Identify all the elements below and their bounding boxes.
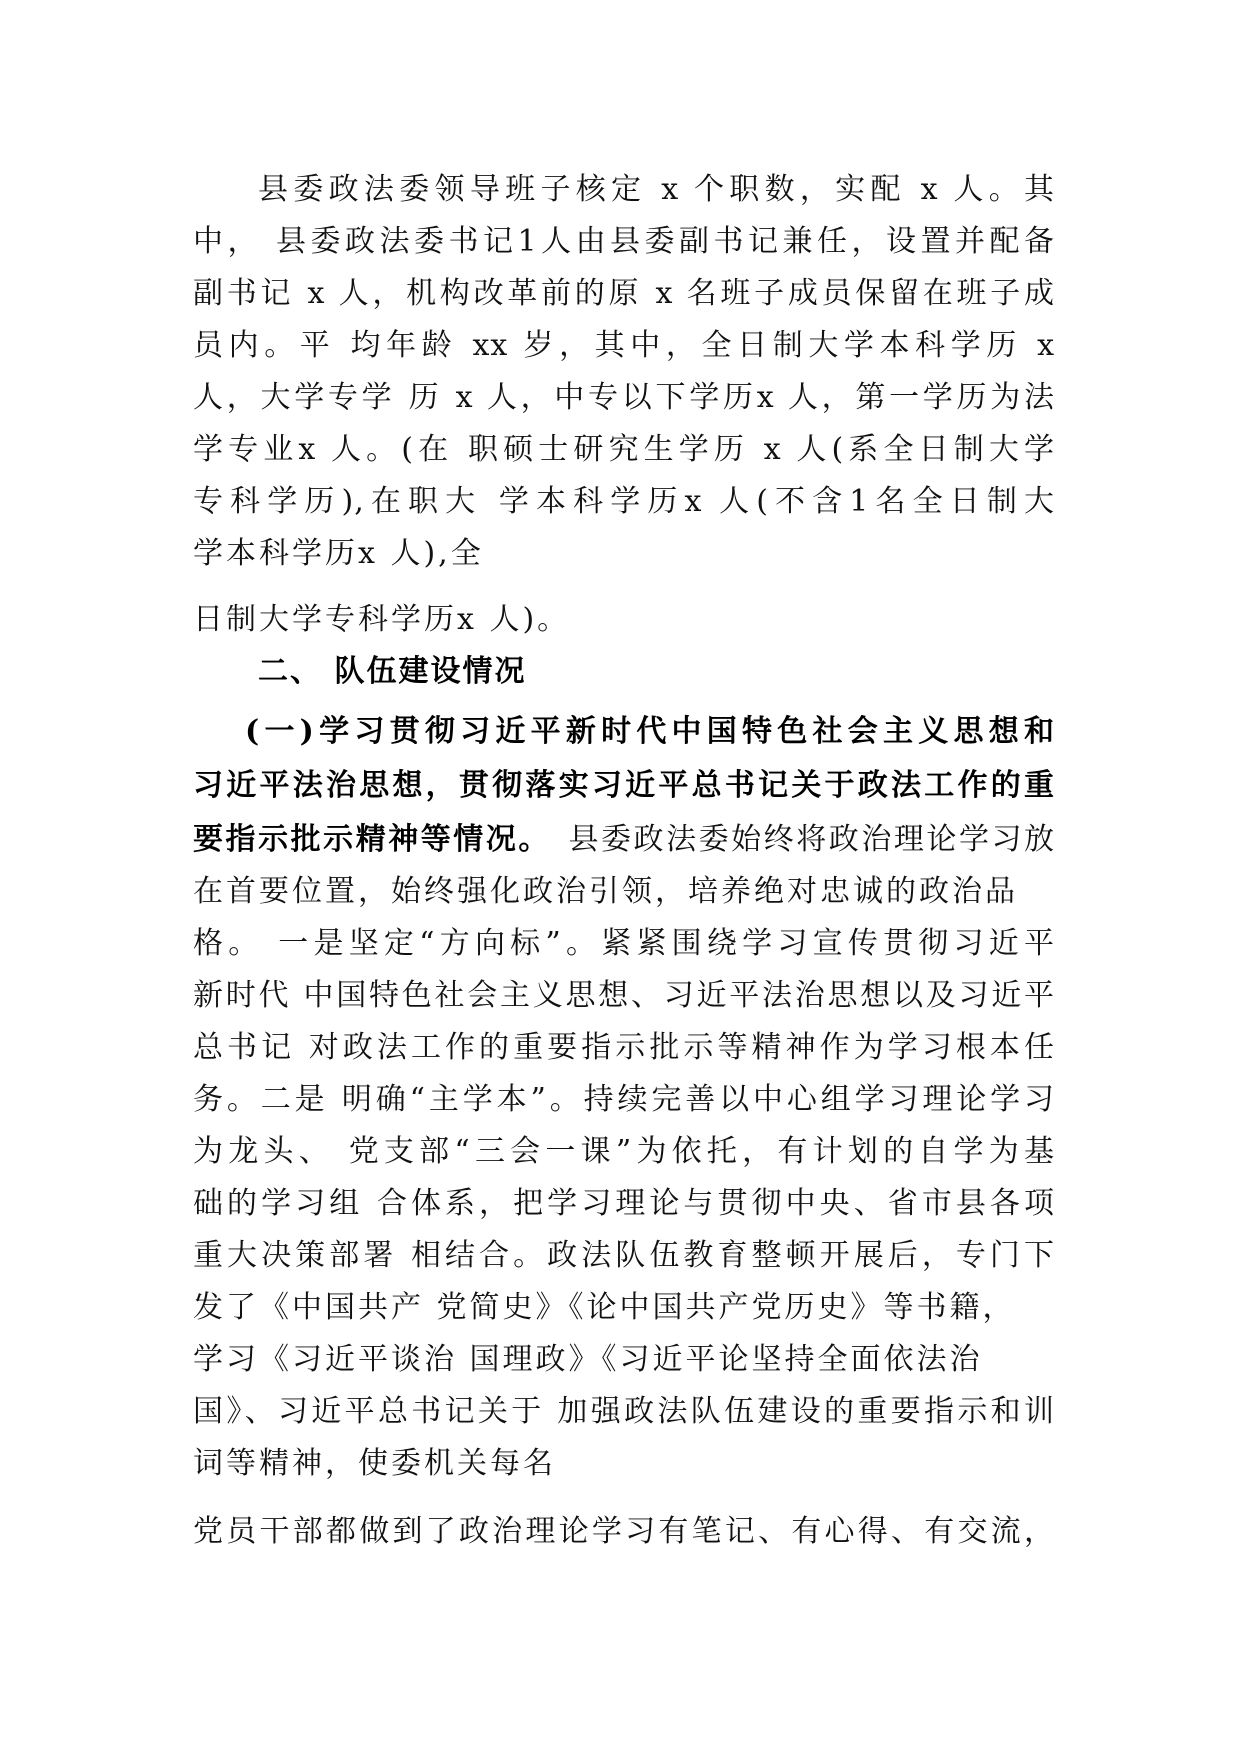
paragraph-line: 专科学历),在职大 学本科学历x 人(不含1名全日制大 (193, 484, 1055, 519)
paragraph-line: 县委政法委领导班子核定 x 个职数，实配 x 人。其 (258, 172, 1055, 207)
paragraph-line: 副书记 x 人，机构改革前的原 x 名班子成员保留在班子成 (193, 276, 1055, 311)
sub-heading-line: (一)学习贯彻习近平新时代中国特色社会主义思想和 (245, 714, 1055, 749)
paragraph-line: 在首要位置，始终强化政治引领，培养绝对忠诚的政治品 (193, 874, 1018, 909)
paragraph-line: 总书记 对政法工作的重要指示批示等精神作为学习根本任 (193, 1030, 1055, 1065)
paragraph-line: 词等精神，使委机关每名 (193, 1446, 556, 1481)
sub-heading-line: 习近平法治思想，贯彻落实习近平总书记关于政法工作的重 (193, 768, 1055, 803)
paragraph-line: 学习《习近平谈治 国理政》《习近平论坚持全面依法治 (193, 1342, 983, 1377)
paragraph-line: 格。 一是坚定“方向标”。紧紧围绕学习宣传贯彻习近平 (193, 926, 1055, 961)
sub-heading-line: 要指示批示精神等情况。 (193, 822, 536, 857)
paragraph-line: 务。二是 明确“主学本”。持续完善以中心组学习理论学习 (193, 1082, 1055, 1117)
paragraph-text: 县委政法委始终将政治理论学习放 (568, 822, 1056, 857)
paragraph-line: 党员干部都做到了政治理论学习有笔记、有心得、有交流， (193, 1514, 1055, 1549)
paragraph-line: 学专业x 人。(在 职硕士研究生学历 x 人(系全日制大学 (193, 432, 1055, 467)
paragraph-line: 日制大学专科学历x 人)。 (193, 602, 571, 637)
paragraph-line: 国》、习近平总书记关于 加强政法队伍建设的重要指示和训 (193, 1394, 1055, 1429)
paragraph-line: 中， 县委政法委书记1人由县委副书记兼任，设置并配备 (193, 224, 1055, 259)
paragraph-line: 为龙头、 党支部“三会一课”为依托，有计划的自学为基 (193, 1134, 1055, 1169)
paragraph-line: 新时代 中国特色社会主义思想、习近平法治思想以及习近平 (193, 978, 1055, 1013)
paragraph-line: 础的学习组 合体系，把学习理论与贯彻中央、省市县各项 (193, 1186, 1055, 1221)
paragraph-line: 员内。平 均年龄 xx 岁，其中，全日制大学本科学历 x (193, 328, 1055, 363)
section-heading: 二、 队伍建设情况 (258, 654, 527, 689)
mixed-line (193, 820, 1055, 860)
paragraph-line: 学本科学历x 人),全 (193, 536, 484, 571)
paragraph-line: 重大决策部署 相结合。政法队伍教育整顿开展后，专门下 (193, 1238, 1055, 1273)
paragraph-line: 发了《中国共产 党简史》《论中国共产党历史》等书籍， (193, 1290, 1016, 1325)
paragraph-line: 人，大学专学 历 x 人，中专以下学历x 人，第一学历为法 (193, 380, 1055, 415)
